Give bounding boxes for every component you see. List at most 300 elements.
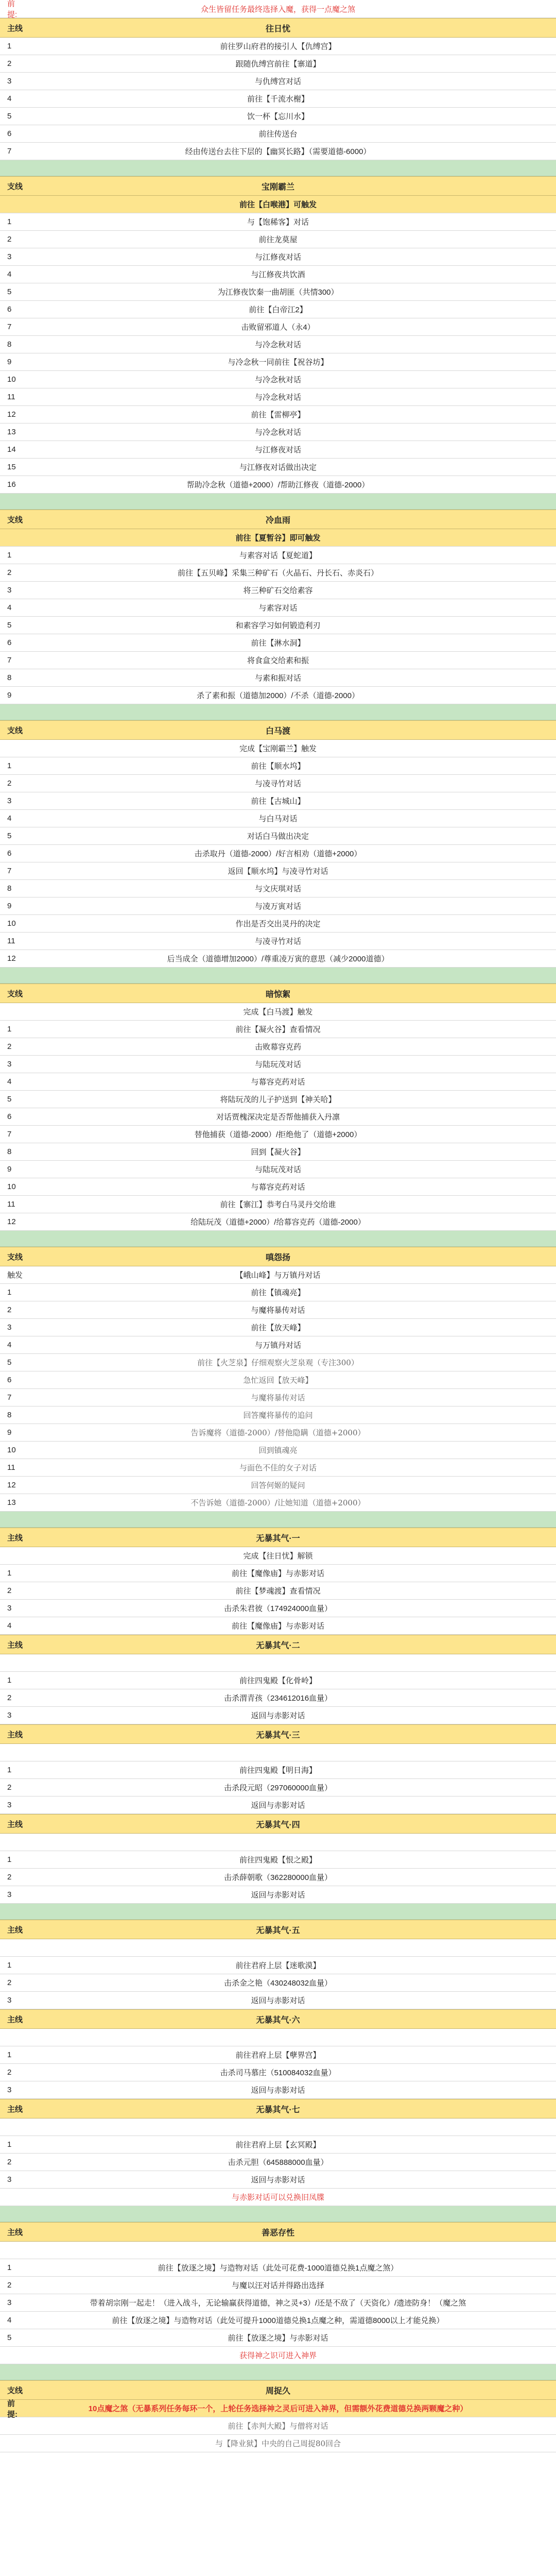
step-row [0,2259,556,2277]
row-text: 对话贾槐深决定是否帮他捕获入丹凛 [216,1113,340,1122]
row-text: 返回与赤影对话 [251,2176,305,2184]
row-text: 前往【寨江】恭考白马灵丹交给谁 [220,1200,336,1209]
row-text: 击败留邪道人（永4） [241,323,315,332]
step-row [0,845,556,862]
row-text: 无暴其气·一 [256,1534,300,1543]
section-trigger [0,1547,556,1565]
row-text: 前往【魔像庙】与赤影对话 [231,1622,324,1631]
section-header [0,2380,556,2400]
row-number: 主线 [7,1533,23,1543]
row-number: 8 [7,340,12,349]
step-row [0,318,556,336]
section-header [0,2099,556,2119]
step-row [0,1761,556,1779]
step-row [0,90,556,108]
premise-label: 前提: [7,0,18,19]
row-number: 9 [7,902,12,910]
row-number: 11 [7,1200,15,1209]
row-number: 主线 [7,1925,23,1935]
row-number: 3 [7,2175,12,2184]
row-number: 13 [7,428,16,436]
row-text: 与冷念秋一同前往【祝谷坊】 [228,358,328,367]
row-text: 获得神之识可进入神界 [239,2351,317,2360]
row-text: 前往【魔像庙】与赤影对话 [231,1569,324,1578]
row-text: 与凌寻竹对话 [254,937,301,946]
step-row [0,564,556,582]
row-number: 支线 [7,726,23,735]
row-text: 返回【顺水坞】与凌寻竹对话 [228,867,328,876]
step-row [0,1672,556,1689]
step-row [0,423,556,441]
row-text: 宝刚霸兰 [261,182,294,192]
row-text: 与冷念秋对话 [254,341,301,349]
row-text: 与【饱稀客】对话 [247,218,309,227]
row-text: 替他捕获（道德-2000）/拒绝他了（道德+2000） [194,1130,362,1139]
step-row [0,1056,556,1073]
step-row [0,213,556,231]
quest-sections [0,18,556,2452]
step-row [0,2046,556,2064]
row-number: 支线 [7,515,23,524]
row-number: 7 [7,1393,12,1402]
row-text: 回答何姬的疑问 [251,1481,305,1490]
row-number: 3 [7,1711,12,1720]
row-text: 告诉魔将（道德-2000）/替他隐瞒（道德+2000） [190,1428,366,1437]
row-text: 前往【雷柳亭】 [251,411,305,419]
row-number: 8 [7,1411,12,1419]
step-row [0,2312,556,2329]
row-text: 无暴其气·六 [256,2015,300,2025]
step-row [0,2136,556,2154]
row-number: 4 [7,270,12,279]
step-row [0,1459,556,1477]
row-text: 与魔将暴传对话 [251,1306,305,1315]
step-row [0,547,556,564]
row-text: 前往【火芝泉】仔细观察火芝泉观（专注300） [197,1358,359,1367]
step-row [0,1196,556,1213]
row-text: 前往【顺水坞】 [251,762,305,771]
step-row [0,1213,556,1231]
step-row [0,1284,556,1301]
section-divider [0,2206,556,2222]
row-number: 9 [7,691,12,700]
row-text: 击杀司马慕庄（510084032血量） [220,2069,336,2077]
row-text: 前往罗山府君的接引人【仇缚宫】 [220,42,336,51]
step-row [0,1266,556,1284]
row-number: 1 [7,761,12,770]
row-number: 支线 [7,989,23,998]
row-text: 前往【淋水洞】 [251,639,305,648]
row-text: 回到镇魂亮 [258,1446,298,1455]
step-row [0,669,556,687]
row-text: 与魔以汪对话并得路出选择 [231,2281,324,2290]
row-text: 饮一杯【忘川水】 [247,112,309,121]
row-text: 帮助冷念秋（道德+2000）/帮助江修夜（道德-2000） [186,481,370,489]
step-row [0,2171,556,2189]
row-text: 与赤影对话可以兑换旧凤牒 [231,2193,324,2202]
row-number: 2 [7,1978,12,1987]
step-row [0,652,556,669]
row-number: 支线 [7,2386,23,2395]
row-number: 1 [7,551,12,560]
row-text: 前往【放天峰】 [251,1324,305,1332]
row-number: 1 [7,2050,12,2059]
row-number: 3 [7,586,12,595]
row-text: 跟随仇缚宫前往【寨道】 [235,60,321,69]
row-number: 12 [7,1481,16,1489]
row-number: 6 [7,1376,12,1384]
row-text: 急忙返回【放天峰】 [243,1376,313,1385]
row-number: 1 [7,1961,12,1970]
row-text: 10点魔之煞（无暴系列任务每环一个，上轮任务选择神之灵后可进入神界，但需额外花费道德兑换两颗魔之种） [88,2404,468,2413]
step-row [0,1143,556,1161]
row-number: 10 [7,375,16,384]
section-divider [0,160,556,176]
section-header [0,1247,556,1266]
row-number: 12 [7,954,16,963]
row-text: 击败幕容克药 [254,1043,301,1052]
row-text: 前往四鬼殿【明日海】 [239,1766,317,1775]
row-number: 5 [7,621,12,630]
section-header [0,2222,556,2242]
row-text: 击杀段元昭（297060000血量） [223,1784,333,1792]
row-number: 7 [7,1130,12,1139]
row-text: 与冷念秋对话 [254,376,301,384]
step-row [0,1886,556,1904]
step-row [0,2154,556,2171]
row-text: 带着胡宗刚一起走！（进入战斗，无论输赢获得道德，神之灵+3）/还是不敌了（天资化）/遗迹防身！（魔之煞 [90,2299,466,2308]
step-row [0,827,556,845]
row-text: 前往【梦魂渡】查看情况 [235,1587,321,1596]
row-number: 4 [7,603,12,612]
step-row [0,687,556,704]
row-text: 周捉久 [265,2386,290,2396]
step-row [0,1406,556,1424]
row-number: 11 [7,393,15,401]
step-row [0,1494,556,1512]
row-number: 2 [7,2281,12,2290]
blank-row [0,1939,556,1957]
row-text: 击杀取丹（道德-2000）/好言相劝（道德+2000） [194,850,362,858]
row-text: 无暴其气·三 [256,1731,300,1740]
row-number: 1 [7,217,12,226]
row-text: 与江修夜对话 [254,446,301,454]
row-number: 主线 [7,2228,23,2237]
step-row [0,1957,556,1974]
row-text: 无暴其气·二 [256,1641,300,1650]
row-number: 10 [7,1446,16,1454]
row-number: 5 [7,2333,12,2342]
step-row [0,1689,556,1707]
step-row [0,1021,556,1038]
step-row [0,1992,556,2009]
row-number: 触发 [7,1271,23,1280]
step-row [0,459,556,476]
step-row [0,1565,556,1582]
step-row [0,336,556,353]
step-row [0,1371,556,1389]
step-row [0,792,556,810]
row-text: 前往【白喉港】可触发 [239,200,317,209]
section-header [0,1920,556,1939]
step-row [0,1582,556,1600]
row-number: 8 [7,884,12,893]
row-text: 前往【放逐之境】与造物对话（此处可花费-1000道德兑换1点魔之煞） [158,2264,398,2273]
row-number: 10 [7,919,16,928]
row-text: 与陆玩茂对话 [254,1060,301,1069]
step-row [0,125,556,143]
row-text: 与白马对话 [258,815,298,823]
step-row [0,1389,556,1406]
row-text: 前往【夏暂谷】即可触发 [235,534,321,543]
blank-row [0,1834,556,1851]
step-row [0,283,556,301]
step-row [0,1354,556,1371]
row-number: 6 [7,305,12,314]
step-row [0,950,556,968]
row-number: 3 [7,2298,12,2307]
row-number: 1 [7,42,12,50]
row-text: 给陆玩茂（道德+2000）/给幕容克药（道德-2000） [190,1218,366,1227]
step-row [0,582,556,599]
row-text: 前往四鬼殿【恨之殿】 [239,1856,317,1865]
row-text: 往日忧 [265,24,290,33]
row-text: 前往龙莫屋 [258,235,298,244]
row-number: 2 [7,1693,12,1702]
row-text: 完成【往日忧】解锁 [243,1552,313,1561]
row-number: 支线 [7,1252,23,1262]
step-row [0,1851,556,1869]
row-number: 4 [7,94,12,103]
step-row [0,1424,556,1442]
row-text: 与凌万寅对话 [254,902,301,911]
row-text: 前往【古城山】 [251,797,305,806]
step-row [0,266,556,283]
step-row [0,248,556,266]
row-text: 与素容对话 [258,604,298,613]
section-header [0,176,556,196]
row-text: 与文庆琪对话 [254,885,301,893]
row-number: 8 [7,673,12,682]
step-row [0,915,556,933]
row-text: 前往【白帝江2】 [249,306,307,314]
section-header [0,510,556,529]
row-text: 击杀薛朝歌（362280000血量） [223,1873,333,1882]
row-text: 与魔将暴传对话 [251,1393,305,1402]
step-row [0,1073,556,1091]
row-text: 为江修夜饮秦一曲胡匪（共情300） [217,288,339,297]
row-text: 与江修夜共饮酒 [251,270,305,279]
row-text: 完成【宝刚霸兰】触发 [239,744,317,753]
step-row [0,599,556,617]
row-number: 14 [7,445,16,454]
row-text: 前往君府上层【玄冥殿】 [235,2141,321,2149]
row-text: 前往【放逐之境】与造物对话（此处可提升1000道德兑换1点魔之种，需道德8000以上才能兑换） [112,2316,444,2325]
blank-row [0,1654,556,1672]
step-row [0,1301,556,1319]
row-number: 8 [7,1147,12,1156]
row-number: 5 [7,287,12,296]
row-text: 冷血雨 [265,516,290,525]
section-divider [0,1231,556,1247]
row-number: 主线 [7,2105,23,2114]
row-number: 主线 [7,2015,23,2024]
row-number: 2 [7,1042,12,1051]
row-number: 6 [7,849,12,858]
row-text: 与冷念秋对话 [254,428,301,437]
row-text: 与素容对话【夏蛇道】 [239,551,317,560]
step-row [0,1336,556,1354]
step-row [0,1600,556,1617]
row-number: 12 [7,1217,16,1226]
row-text: 经由传送台去往下层的【幽冥长路】（需要道德-6000） [185,147,371,156]
row-text: 与幕容克药对话 [251,1078,305,1087]
row-number: 3 [7,1996,12,2005]
step-row [0,1108,556,1126]
row-number: 15 [7,463,16,471]
row-number: 5 [7,832,12,840]
row-number: 2 [7,1783,12,1792]
row-text: 将食盒交给素和振 [247,656,309,665]
step-row [0,1161,556,1178]
step-row [0,1091,556,1108]
row-number: 2 [7,235,12,244]
step-row [0,476,556,494]
row-text: 返回与赤影对话 [251,1996,305,2005]
row-text: 白马渡 [265,726,290,736]
row-number: 5 [7,112,12,121]
row-number: 9 [7,358,12,366]
section-header [0,1814,556,1834]
row-number: 5 [7,1095,12,1104]
step-row [0,757,556,775]
row-text: 击杀元胆（645888000血量） [228,2158,328,2167]
row-text: 将陆玩茂的儿子护送到【神关哈】 [220,1095,336,1104]
step-row [0,2417,556,2435]
row-number: 7 [7,867,12,875]
row-number: 7 [7,656,12,665]
row-text: 暗惊絮 [265,990,290,999]
row-number: 5 [7,1358,12,1367]
row-text: 击杀金之艳（430248032血量） [223,1979,333,1988]
row-text: 杀了素和振（道德加2000）/不杀（道德-2000） [197,691,359,700]
row-text: 前往君府上层【迷歌漠】 [235,1961,321,1970]
row-number: 9 [7,1165,12,1174]
step-row [0,1797,556,1814]
row-number: 1 [7,1676,12,1685]
step-row [0,73,556,90]
step-row [0,371,556,388]
step-row [0,1038,556,1056]
row-text: 与幕容克药对话 [251,1183,305,1192]
row-number: 6 [7,1112,12,1121]
step-row [0,2435,556,2452]
blank-row [0,2029,556,2046]
step-row [0,1178,556,1196]
row-text: 与面色不佳的女子对话 [239,1463,317,1472]
row-text: 与仇缚宫对话 [254,77,301,86]
row-number: 4 [7,2316,12,2325]
row-text: 无暴其气·四 [256,1820,300,1829]
row-number: 10 [7,1182,16,1191]
step-row [0,38,556,55]
row-number: 1 [7,1288,12,1297]
row-number: 3 [7,1801,12,1809]
row-text: 完成【白马渡】触发 [243,1008,313,1016]
row-number: 2 [7,1873,12,1882]
row-text: 将三种矿石交给素容 [243,586,313,595]
row-text: 前往四鬼殿【化骨岭】 [239,1676,317,1685]
row-number: 4 [7,1621,12,1630]
row-number: 1 [7,1766,12,1774]
row-number: 3 [7,252,12,261]
row-text: 与陆玩茂对话 [254,1165,301,1174]
row-number: 主线 [7,1820,23,1829]
row-number: 3 [7,77,12,86]
section-divider [0,968,556,984]
row-number: 4 [7,1341,12,1349]
step-row [0,880,556,897]
section-divider [0,1904,556,1920]
step-row [0,1477,556,1494]
row-text: 与凌寻竹对话 [254,779,301,788]
row-text: 作出是否交出灵丹的决定 [235,920,321,928]
row-number: 1 [7,2140,12,2149]
row-number: 3 [7,1060,12,1069]
step-row [0,1779,556,1797]
section-divider [0,494,556,510]
blank-row [0,2242,556,2259]
step-row [0,406,556,423]
row-text: 与万镇丹对话 [254,1341,301,1350]
row-number: 16 [7,480,16,489]
row-number: 主线 [7,1640,23,1650]
row-number: 13 [7,1498,16,1507]
row-text: 返回与赤影对话 [251,1891,305,1900]
row-number: 2 [7,59,12,68]
row-text: 与冷念秋对话 [254,393,301,402]
section-header [0,1635,556,1654]
row-number: 1 [7,1025,12,1033]
row-number: 主线 [7,24,23,33]
row-number: 6 [7,129,12,138]
row-number: 3 [7,1890,12,1899]
premise-row [0,0,556,18]
row-number: 6 [7,638,12,647]
step-row [0,933,556,950]
row-number: 前提: [7,2399,18,2419]
row-text: 不告诉她（道德-2000）/让她知道（道德+2000） [190,1498,366,1507]
row-text: 【峨山峰】与万镇丹对话 [235,1271,321,1280]
row-number: 4 [7,814,12,823]
note-row [0,2189,556,2206]
row-text: 无暴其气·七 [256,2105,300,2114]
row-text: 后当成全（道德增加2000）/尊重凌万寅的意思（减少2000道德） [167,955,389,963]
row-number: 7 [7,147,12,156]
row-number: 1 [7,1855,12,1864]
row-text: 善恶存性 [261,2228,294,2238]
row-text: 回到【凝火谷】 [251,1148,305,1157]
step-row [0,1319,556,1336]
row-text: 与江修夜对话 [254,253,301,262]
step-row [0,1974,556,1992]
blank-row [0,2119,556,2136]
row-text: 嗔怨扬 [265,1253,290,1262]
step-row [0,1442,556,1459]
row-text: 前往【赤判大殿】与僧将对话 [228,2421,328,2431]
step-row [0,2064,556,2081]
row-text: 前往【放逐之境】与赤影对话 [228,2334,328,2343]
